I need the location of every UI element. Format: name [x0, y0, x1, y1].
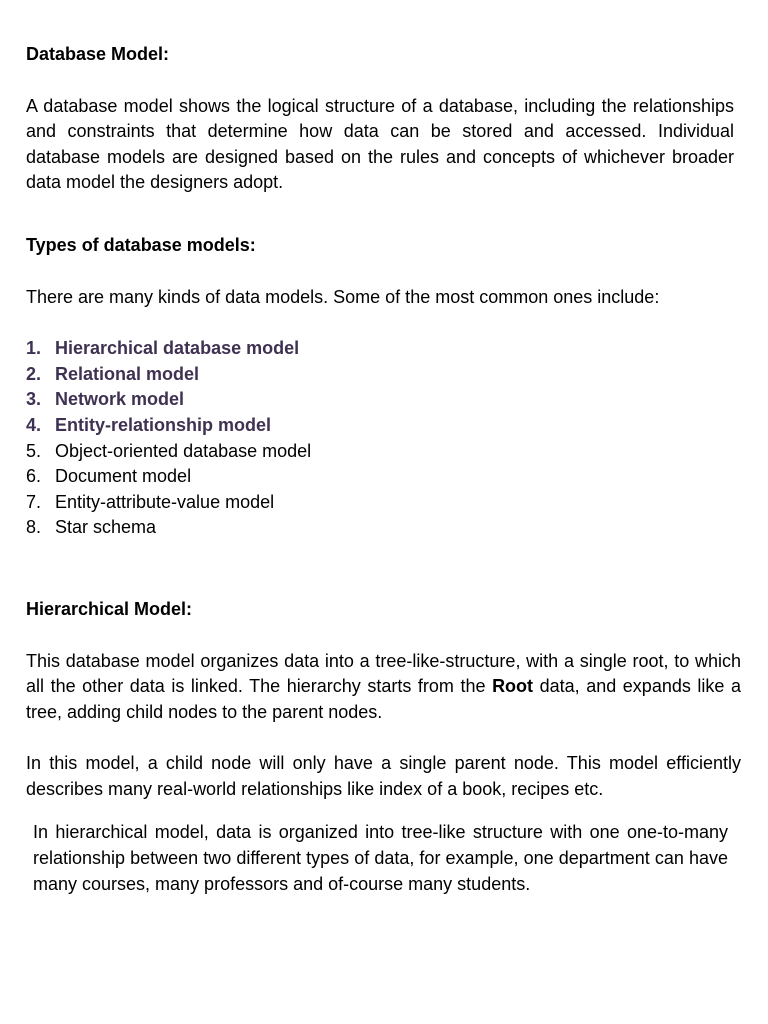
- list-item: [26, 464, 734, 490]
- list-link-entity-relationship[interactable]: Entity-relationship model: [55, 414, 272, 435]
- list-item[interactable]: [26, 362, 734, 388]
- list-number: 5.: [26, 440, 42, 461]
- list-link-relational[interactable]: Relational model: [55, 363, 200, 384]
- list-item: [26, 490, 734, 516]
- list-number: 6.: [26, 466, 42, 487]
- list-link-network[interactable]: Network model: [55, 389, 185, 410]
- list-number: 1.: [26, 338, 42, 359]
- paragraph-database-model: A database model shows the logical structure of a database, including the relationships and constraints that determine how data can be stored and accessed. Individual database models are designed based on the rules and concepts of whichever broader data model the designers adopt.: [26, 95, 734, 193]
- list-item: [26, 515, 734, 541]
- list-number: 3.: [26, 389, 42, 410]
- list-item[interactable]: [26, 387, 734, 413]
- heading-database-model: Database Model:: [26, 44, 170, 64]
- list-item-label: Object-oriented database model: [55, 440, 312, 461]
- paragraph-types-intro: There are many kinds of data models. Some of the most common ones include:: [26, 286, 660, 307]
- paragraph-one-to-many: In hierarchical model, data is organized into tree-like structure with one one-to-many relationship between two different types of data, for example, one department can have many courses, many professors and of-course many students.: [33, 822, 728, 894]
- paragraph-hierarchical-intro: [26, 649, 741, 726]
- paragraph-child-node: In this model, a child node will only have a single parent node. This model efficiently describes many real-world relationships like index of a book, recipes etc.: [26, 753, 741, 799]
- list-item[interactable]: [26, 336, 734, 362]
- paragraph-text: This database model organizes data into a tree-like-structure, with a single root, to which all the other data is linked. The hierarchy starts from the: [26, 650, 741, 697]
- list-item-label: Star schema: [55, 517, 157, 538]
- list-number: 8.: [26, 517, 42, 538]
- list-item-label: Entity-attribute-value model: [55, 491, 275, 512]
- list-number: 2.: [26, 363, 42, 384]
- root-keyword: Root: [492, 676, 534, 697]
- list-item-label: Document model: [55, 466, 192, 487]
- model-types-list: [26, 336, 734, 541]
- list-number: 7.: [26, 491, 42, 512]
- list-item: [26, 439, 734, 465]
- heading-hierarchical-model: Hierarchical Model:: [26, 598, 193, 619]
- heading-types: Types of database models:: [26, 234, 256, 255]
- document-page: [26, 42, 741, 897]
- list-link-hierarchical[interactable]: Hierarchical database model: [55, 338, 300, 359]
- list-number: 4.: [26, 414, 42, 435]
- list-item[interactable]: [26, 413, 734, 439]
- paragraph-text: data, and expands like a tree, adding child nodes to the parent nodes.: [26, 676, 741, 722]
